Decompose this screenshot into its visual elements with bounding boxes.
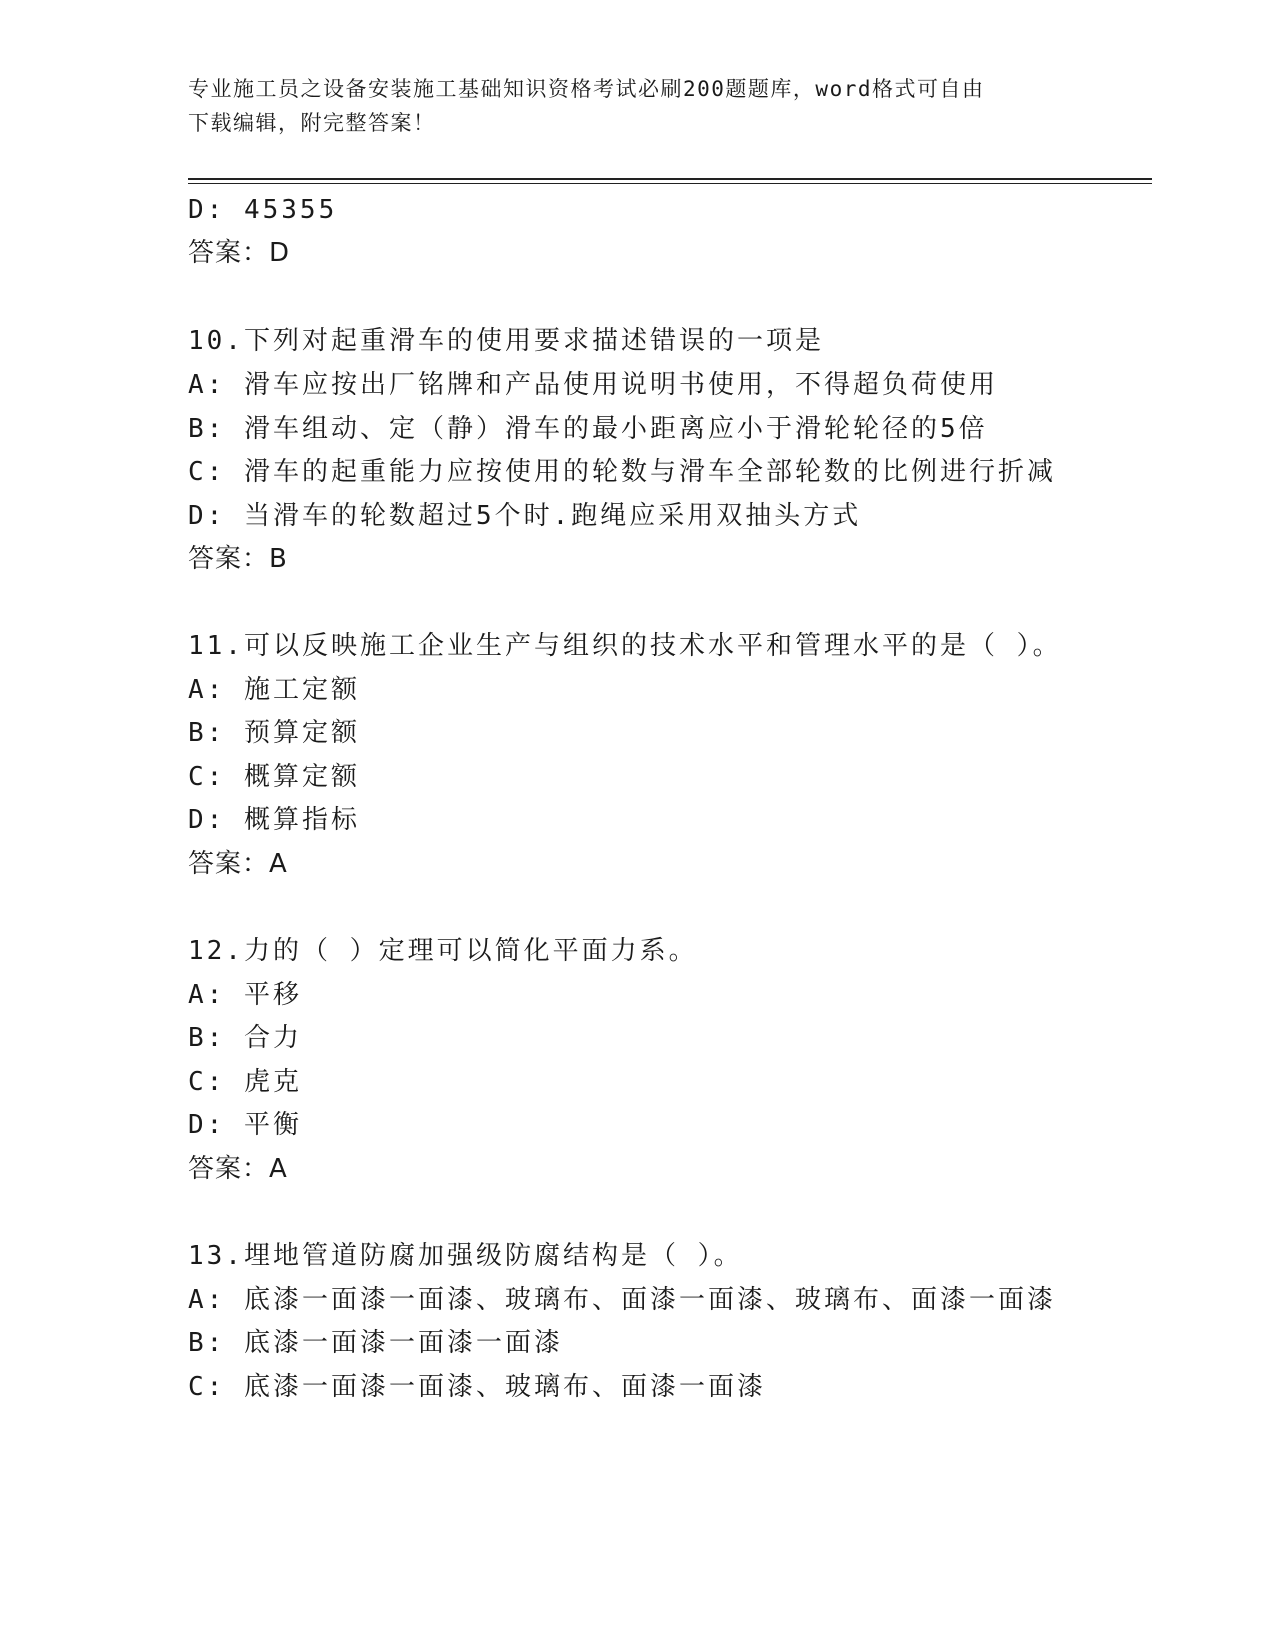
q10-option-a: A: 滑车应按出厂铭牌和产品使用说明书使用，不得超负荷使用 (188, 370, 998, 400)
q12-answer: 答案：A (188, 1154, 288, 1184)
q11-option-a: A: 施工定额 (188, 675, 360, 705)
q10-answer: 答案：B (188, 544, 288, 574)
q11-answer: 答案：A (188, 849, 288, 879)
q12-option-b: B: 合力 (188, 1023, 302, 1053)
prev-option-d: D: 45355 (188, 195, 338, 225)
prev-answer: 答案：D (188, 238, 291, 268)
q11-option-d: D: 概算指标 (188, 805, 360, 835)
header-line-2: 下载编辑，附完整答案！ (188, 111, 436, 135)
q10-stem: 10.下列对起重滑车的使用要求描述错误的一项是 (188, 326, 824, 356)
header-divider-thin (188, 183, 1152, 184)
q12-option-a: A: 平移 (188, 980, 302, 1010)
q13-option-b: B: 底漆一面漆一面漆一面漆 (188, 1328, 563, 1358)
q12-option-d: D: 平衡 (188, 1110, 302, 1140)
q13-option-c: C: 底漆一面漆一面漆、玻璃布、面漆一面漆 (188, 1372, 766, 1402)
q11-stem: 11.可以反映施工企业生产与组织的技术水平和管理水平的是（ ）。 (188, 631, 1062, 661)
q12-option-c: C: 虎克 (188, 1067, 302, 1097)
header-divider-thick (188, 178, 1152, 180)
q13-option-a: A: 底漆一面漆一面漆、玻璃布、面漆一面漆、玻璃布、面漆一面漆 (188, 1285, 1056, 1315)
q10-option-c: C: 滑车的起重能力应按使用的轮数与滑车全部轮数的比例进行折减 (188, 457, 1056, 487)
header-line-1: 专业施工员之设备安装施工基础知识资格考试必刷200题题库，word格式可自由 (188, 77, 985, 101)
q11-option-b: B: 预算定额 (188, 718, 360, 748)
q10-option-b: B: 滑车组动、定（静）滑车的最小距离应小于滑轮轮径的5倍 (188, 414, 988, 444)
document-header (188, 72, 1068, 140)
q13-stem: 13.埋地管道防腐加强级防腐结构是（ ）。 (188, 1241, 743, 1271)
q12-stem: 12.力的（ ）定理可以简化平面力系。 (188, 936, 698, 966)
q11-option-c: C: 概算定额 (188, 762, 360, 792)
q10-option-d: D: 当滑车的轮数超过5个时.跑绳应采用双抽头方式 (188, 501, 862, 531)
